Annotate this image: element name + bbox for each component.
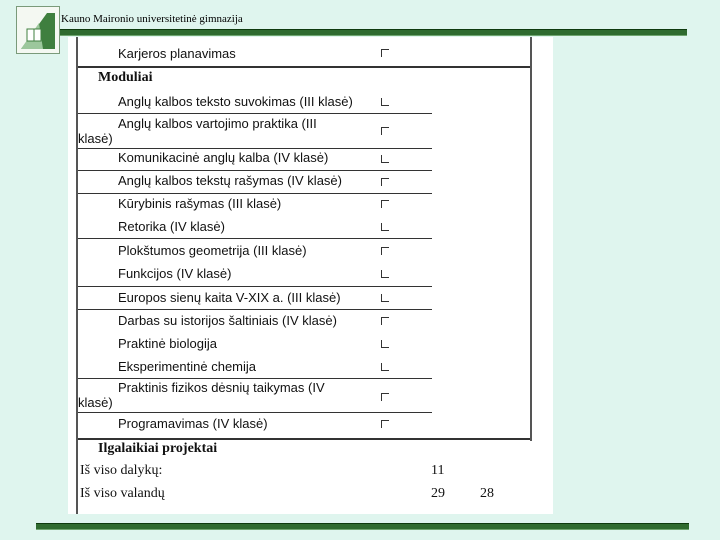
row-label: Anglų kalbos teksto suvokimas (III klasė)	[118, 94, 353, 109]
table-right-border	[530, 37, 532, 441]
row-label: Eksperimentinė chemija	[118, 359, 257, 374]
checkbox[interactable]	[381, 294, 389, 302]
table-row	[78, 287, 432, 310]
checkbox[interactable]	[381, 223, 389, 231]
checkbox[interactable]	[381, 340, 389, 348]
table-row	[78, 37, 530, 68]
footer-divider	[36, 523, 689, 530]
total-hours-value: 29	[431, 486, 445, 501]
school-name: Kauno Maironio universitetinė gimnazija	[61, 13, 243, 25]
checkbox[interactable]	[381, 127, 389, 135]
table-row	[78, 149, 432, 171]
checkbox[interactable]	[381, 317, 389, 325]
checkbox[interactable]	[381, 178, 389, 186]
checkbox[interactable]	[381, 363, 389, 371]
checkbox[interactable]	[381, 247, 389, 255]
school-logo	[16, 6, 60, 54]
table-row	[78, 379, 432, 413]
total-subjects-value: 11	[431, 463, 445, 478]
checkbox[interactable]	[381, 98, 389, 106]
checkbox[interactable]	[381, 155, 389, 163]
row-label: Funkcijos (IV klasė)	[118, 266, 232, 281]
row-label: Retorika (IV klasė)	[118, 219, 225, 234]
row-label: Praktinė biologija	[118, 336, 218, 351]
table-row	[78, 413, 530, 440]
row-label: Programavimas (IV klasė)	[118, 416, 268, 431]
document-page	[68, 37, 553, 514]
checkbox[interactable]	[381, 393, 389, 401]
table-row	[78, 194, 432, 239]
row-label: Praktinis fizikos dėsnių taikymas (IV klasė)	[78, 380, 325, 410]
row-label: Karjeros planavimas	[118, 46, 236, 61]
total-hours-value: 28	[480, 486, 494, 501]
table-row	[78, 114, 432, 149]
row-label: Kūrybinis rašymas (III klasė)	[118, 196, 282, 211]
modules-heading: Moduliai	[98, 70, 153, 85]
checkbox[interactable]	[381, 49, 389, 57]
row-label: Anglų kalbos tekstų rašymas (IV klasė)	[118, 173, 342, 188]
row-label: Plokštumos geometrija (III klasė)	[118, 243, 307, 258]
total-subjects-label: Iš viso dalykų:	[80, 463, 163, 478]
checkbox[interactable]	[381, 270, 389, 278]
table-row	[78, 171, 432, 194]
table-row	[78, 92, 432, 114]
checkbox[interactable]	[381, 420, 389, 428]
row-label: Europos sienų kaita V-XIX a. (III klasė)	[118, 290, 341, 305]
table-row	[78, 310, 432, 379]
checkbox[interactable]	[381, 200, 389, 208]
projects-heading: Ilgalaikiai projektai	[98, 441, 218, 456]
row-label: Darbas su istorijos šaltiniais (IV klasė)	[118, 313, 337, 328]
table-row	[78, 239, 432, 287]
total-hours-label: Iš viso valandų	[80, 486, 165, 501]
header-divider	[60, 29, 687, 36]
row-label: Komunikacinė anglų kalba (IV klasė)	[118, 150, 329, 165]
row-label: Anglų kalbos vartojimo praktika (III klasė)	[78, 116, 317, 146]
